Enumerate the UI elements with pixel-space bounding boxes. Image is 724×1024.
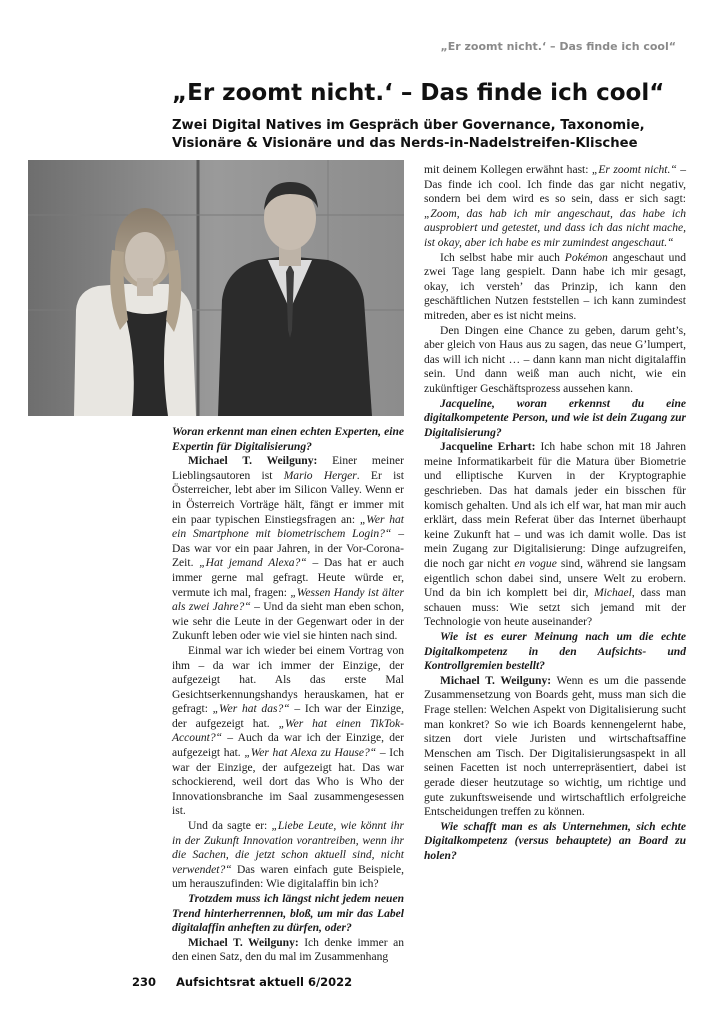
text-emphasis: Michael: [594, 587, 632, 600]
text-emphasis: en vogue: [514, 558, 557, 571]
text: mit deinem Kollegen erwähnt hast:: [424, 164, 592, 176]
text: , dass man schauen muss: Wie setzt sich jemand mit der Technologie von heute auseinander?: [424, 587, 686, 629]
interview-question: Wie schafft man es als Unternehmen, sich echte Digitalkompetenz (versus behauptete) an Board zu holen?: [424, 820, 686, 862]
text: sind, während sie langsam eigentlich schon dabei sind, unsere Welt zu erobern. Und da bin ich komplett bei dir,: [424, 558, 686, 600]
text-emphasis: „Wer hat einen TikTok-Account?“: [172, 717, 404, 745]
text: – Ich war der Einzige, der aufgezeigt hat.: [172, 703, 404, 730]
interview-photo: [28, 160, 404, 416]
page-footer: [132, 975, 352, 989]
interview-question: Wie ist es eurer Meinung nach um die echte Digitalkompetenz in den Aufsichts- und Kontrollgremien bestellt?: [424, 631, 686, 673]
speaker-label: Jacqueline Erhart:: [440, 441, 536, 454]
text-emphasis: „Hat jemand Alexa?“: [199, 557, 307, 570]
text-emphasis: „Liebe Leute, wie könnt ihr in der Zukunft Innovation vorantreiben, wenn ihr die Sachen, die jetzt schon aktuell sind, nicht verwendet?“: [172, 820, 404, 876]
text: – Das finde ich cool. Ich finde das gar nicht negativ, sondern bei dem wird es so sein, dass er sich sagt:: [424, 164, 686, 206]
text: angeschaut und zwei Tage lang gespielt. Dann habe ich mir gesagt, okay, ich versteh’ das Prinzip, ich kann den geschäftlichen Nutzen feststellen – ich kann zumindest mitreden, aber es ist nicht meins.: [424, 251, 687, 322]
text-emphasis: „Zoom, das hab ich mir angeschaut, das habe ich ausprobiert und getestet, und dass ich das nicht mache, ist okay, aber ich habe es mir zumindest angeschaut.“: [424, 207, 686, 249]
interview-question: Trotzdem muss ich längst nicht jedem neuen Trend hinterherrennen, bloß, um mir das Label digitalaffin anheften zu dürfen, oder?: [172, 893, 404, 935]
text-emphasis: „Wer hat Alexa zu Hause?“: [244, 747, 377, 760]
text: – Das war vor ein paar Jahren, in der Vor-Corona-Zeit.: [172, 528, 404, 570]
paragraph: Den Dingen eine Chance zu geben, darum geht’s, aber gleich von Haus aus zu sagen, das neue G’lumpert, das will ich nicht … – dann kann man nicht digitalaffin sein. Und dann weiß man auch nicht, wie ein zukünftiger Geschäftsprozess aussehen kann.: [424, 324, 686, 395]
speaker-label: Michael T. Weilguny:: [188, 455, 318, 468]
text-emphasis: Pokémon: [564, 251, 608, 264]
text: – Das hat er auch immer gerne mal gefragt. Heute würde er, vermute ich mal, fragen:: [172, 557, 404, 599]
text-emphasis: „Wer hat ein Smartphone mit biometrischem Login?“: [172, 513, 404, 541]
text: – Und da sieht man eben schon, wie sehr die Leute in der Gegenwart oder in der Zukunft leben oder wie viel sie hinten nach sind.: [172, 601, 404, 643]
text-column-right: [424, 163, 686, 864]
paragraph: [172, 454, 404, 644]
paragraph: [172, 644, 404, 819]
subheadline: Zwei Digital Natives im Gespräch über Governance, Taxonomie, Visionäre & Visionäre und das Nerds-in-Nadelstreifen-Klischee: [172, 118, 645, 151]
text: Einmal war ich wieder bei einem Vortrag von ihm – da war ich immer der Einzige, der aufgezeigt hat. Als das erste Mal Gesichtserkennungshandys herauskamen, hat er gefragt:: [172, 644, 404, 716]
paragraph: [172, 936, 404, 965]
interview-question: Woran erkennt man einen echten Experten, eine Expertin für Digitalisierung?: [172, 426, 404, 453]
interview-photo-graphic: [28, 160, 404, 416]
paragraph: [424, 251, 686, 324]
text-emphasis: „Er zoomt nicht.“: [591, 164, 677, 176]
text: Wenn es um die passende Zusammensetzung von Boards geht, muss man sich die Frage stellen: Welchen Aspekt von Digitalisierung sucht man konkret? So wie ich Boards kennengelernt habe, sitzen dort viele Juristen und wirtschaftsaffine Menschen am Tisch. Der Digitalisierungsaspekt in all seinen Facetten ist noch unterrepräsentiert, dabei ist gerade dieser heutzutage so wichtig, um richtige und gute zukunftsweisende und wirtschaftlich erfolgreiche Entscheidungen treffen zu können.: [424, 674, 686, 819]
text: Einer meiner Lieblingsautoren ist: [172, 455, 404, 482]
text: Ich habe schon mit 18 Jahren meine Informatikarbeit für die Matura über Biometrie und elliptische Kurven in der Kryptographie geschrieben. Das hat damals jeder ein bisschen für komisch gehalten. Und als ich elf war, hat man mir auch erklärt, dass mein Referat über das Internet überhaupt keine Zukunft hat – und was ich damit wolle. Das ist mein Zugang zur Digitalisierung: Dinge aufzugreifen, die noch gar nicht: [424, 441, 687, 571]
paragraph: [424, 674, 686, 820]
text-emphasis: „Wer hat das?“: [212, 703, 290, 716]
paragraph: [172, 819, 404, 892]
speaker-label: Michael T. Weilguny:: [440, 674, 552, 687]
text: Das waren einfach gute Beispiele, um herauszufinden: Wie digitalaffin bin ich?: [172, 863, 404, 891]
text: Ich selbst habe mir auch: [440, 251, 565, 264]
paragraph: [424, 440, 686, 630]
publication-name: Aufsichtsrat aktuell 6/2022: [176, 975, 353, 989]
page-title: „Er zoomt nicht.‘ – Das finde ich cool“: [172, 80, 665, 106]
text: – Auch da war ich der Einzige, der aufgezeigt hat.: [172, 732, 404, 760]
text-emphasis: Mario Herger: [283, 469, 357, 482]
text: Und da sagte er:: [188, 820, 272, 833]
paragraph: [424, 163, 686, 251]
text-column-left: [172, 425, 404, 965]
running-head: „Er zoomt nicht.‘ – Das finde ich cool“: [440, 40, 676, 53]
interview-question: Jacqueline, woran erkennst du eine digitalkompetente Person, und wie ist dein Zugang zur Digitalisierung?: [424, 397, 686, 439]
page-number: 230: [132, 975, 157, 989]
text: Ich denke immer an den einen Satz, den du mal im Zusammenhang: [172, 936, 404, 964]
text: – Ich war der Einzige, der aufgezeigt hat. Das war schockierend, weil dort das Who is Who der Innovationsbranche im Saal zusammengesessen ist.: [172, 747, 404, 818]
text: . Er ist Österreicher, lebt aber im Silicon Valley. Wenn er in Österreich Vorträge hält, fängt er immer mit ein paar typischen Einstiegsfragen an:: [172, 469, 404, 526]
speaker-label: Michael T. Weilguny:: [188, 936, 299, 949]
text-emphasis: „Wessen Handy ist älter als zwei Jahre?“: [172, 586, 404, 614]
